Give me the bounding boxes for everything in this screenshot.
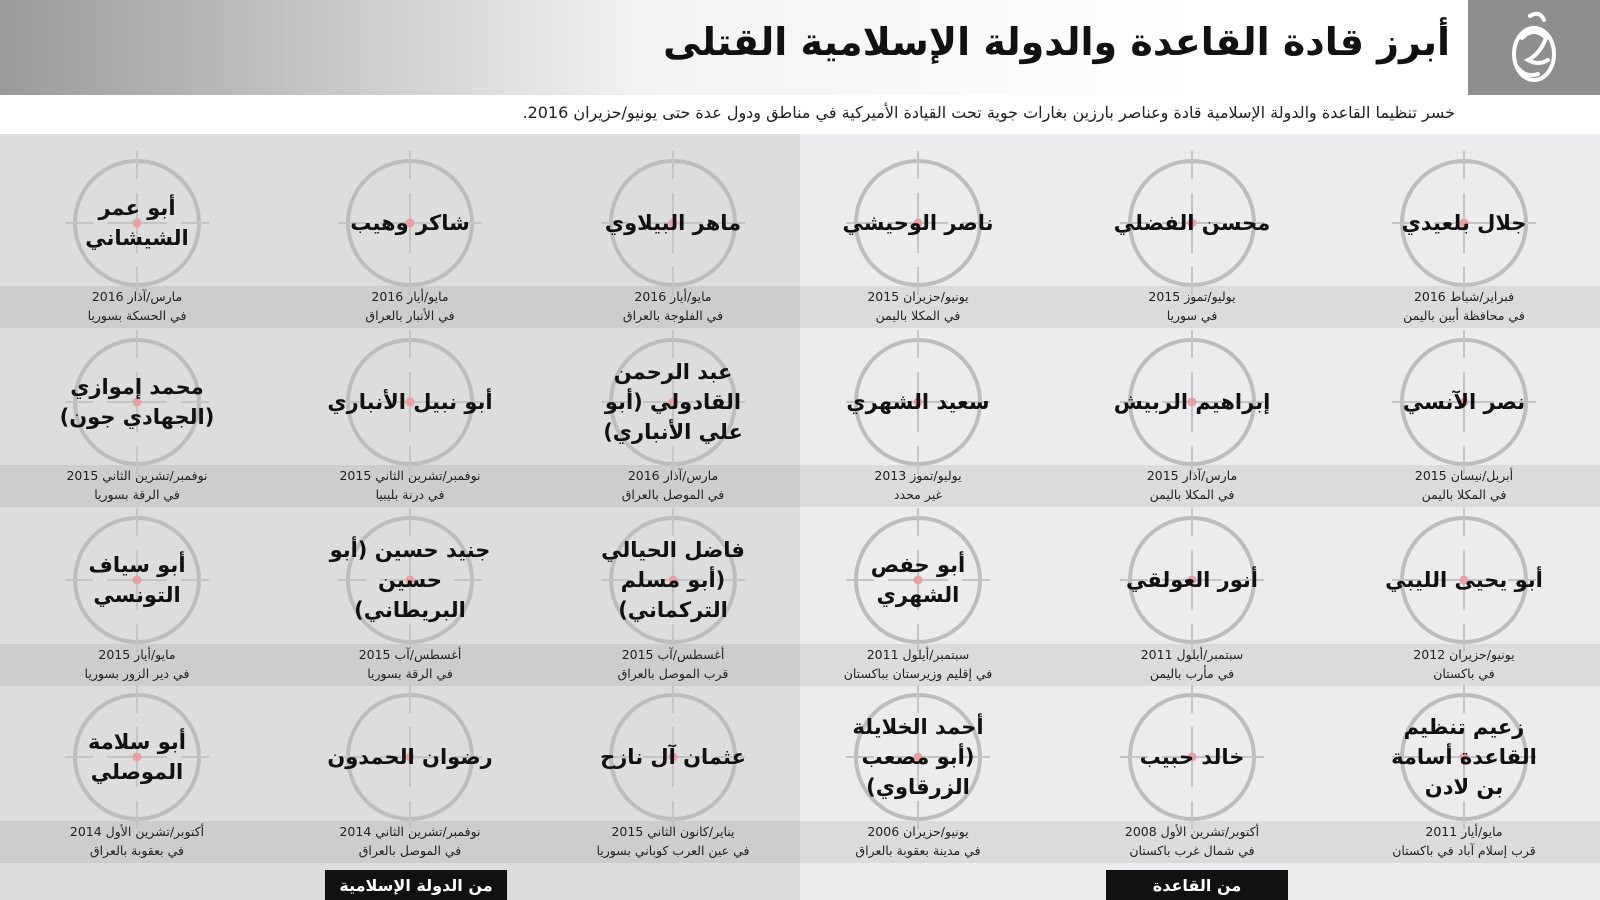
leader-name [537, 682, 809, 832]
leader-name [1328, 682, 1600, 832]
leader-name [537, 327, 809, 477]
death-date: يوليو/تموز 2015 [1148, 289, 1236, 304]
leader-name [1, 505, 273, 655]
leader-name-text: نصر الآنسي [1402, 390, 1526, 414]
death-place: في شمال غرب باكستان [1129, 843, 1255, 858]
leader-name [537, 148, 809, 298]
death-date: مارس/آذار 2016 [627, 468, 719, 483]
leader-card [782, 148, 1054, 348]
death-date: يونيو/حزيران 2012 [1413, 647, 1515, 662]
leader-card [1328, 505, 1600, 705]
death-place: في المكلا باليمن [875, 308, 961, 323]
leader-name [1056, 327, 1328, 477]
death-place: في محافظة أبين باليمن [1403, 308, 1525, 323]
leader-card [1056, 148, 1328, 348]
leader-name-text: زعيم تنظيم القاعدة أسامة بن لادن [1391, 715, 1537, 799]
leader-name-text: ناصر الوحيشي [842, 211, 994, 235]
death-place: في مأرب باليمن [1149, 666, 1235, 681]
leader-card [537, 148, 809, 348]
leader-card [1056, 327, 1328, 527]
death-place: قرب إسلام آباد في باكستان [1392, 843, 1536, 858]
leader-card [537, 505, 809, 705]
leader-name-text: جلال بلعيدي [1401, 211, 1527, 235]
death-place: في المكلا باليمن [1421, 487, 1507, 502]
leader-name [782, 327, 1054, 477]
death-date: أبريل/نيسان 2015 [1414, 468, 1514, 483]
leader-card [1, 148, 273, 348]
death-date: نوفمبر/تشرين الثاني 2014 [339, 824, 481, 839]
death-place: في الموصل بالعراق [358, 843, 462, 858]
leader-card [782, 505, 1054, 705]
leader-card [1056, 505, 1328, 705]
leader-card [537, 327, 809, 527]
death-place: في عين العرب كوباني بسوريا [596, 843, 750, 858]
leader-card [274, 148, 546, 348]
leader-name-text: أبو يحيى الليبي [1385, 568, 1543, 592]
death-date: مارس/آذار 2015 [1146, 468, 1238, 483]
death-date: أغسطس/آب 2015 [358, 647, 462, 662]
death-place: في سوريا [1166, 308, 1218, 323]
death-place: قرب الموصل بالعراق [617, 666, 729, 681]
leader-name [274, 148, 546, 298]
leader-card [1056, 682, 1328, 882]
leader-name [1, 682, 273, 832]
death-place: في باكستان [1433, 666, 1495, 681]
leader-name-text: أحمد الخلايلة (أبو مصعب الزرقاوي) [852, 715, 984, 799]
leader-name [782, 505, 1054, 655]
death-date: يناير/كانون الثاني 2015 [611, 824, 735, 839]
leader-name-text: أبو عمر الشيشاني [85, 196, 189, 250]
death-place: في درنة بليبيا [375, 487, 445, 502]
death-date: سبتمبر/أيلول 2011 [866, 647, 970, 662]
leader-card [782, 327, 1054, 527]
leader-name-text: ماهر البيلاوي [604, 211, 742, 235]
leader-name [274, 327, 546, 477]
leader-card [1328, 327, 1600, 527]
death-place: في الرقة بسوريا [94, 487, 180, 502]
death-date: يوليو/تموز 2013 [874, 468, 962, 483]
logo-box [1468, 0, 1600, 95]
death-date: يونيو/حزيران 2006 [867, 824, 969, 839]
death-date: نوفمبر/تشرين الثاني 2015 [339, 468, 481, 483]
death-place: في الحسكة بسوريا [87, 308, 187, 323]
leader-name [1056, 505, 1328, 655]
leader-name-text: أبو سلامة الموصلي [88, 730, 186, 784]
death-date: مايو/أيار 2015 [98, 647, 176, 662]
leader-name [1056, 148, 1328, 298]
leader-name-text: شاكر وهيب [350, 211, 470, 235]
death-date: سبتمبر/أيلول 2011 [1140, 647, 1244, 662]
leader-name [1328, 505, 1600, 655]
leader-name [1328, 148, 1600, 298]
death-date: مايو/أيار 2016 [634, 289, 712, 304]
leader-name-text: رضوان الحمدون [327, 745, 493, 769]
leader-name [1, 148, 273, 298]
death-date: مايو/أيار 2016 [371, 289, 449, 304]
leader-name [1, 327, 273, 477]
page-title: أبرز قادة القاعدة والدولة الإسلامية القتلى [663, 20, 1450, 64]
al-qaeda-label: من القاعدة [1106, 870, 1288, 900]
leader-card [1328, 682, 1600, 882]
death-date: يونيو/حزيران 2015 [867, 289, 969, 304]
leader-name-text: محمد إموازي (الجهادي جون) [59, 375, 215, 429]
death-date: أكتوبر/تشرين الأول 2008 [1124, 824, 1260, 839]
leader-name-text: فاضل الحيالي (أبو مسلم التركماني) [601, 538, 745, 622]
death-place: في إقليم وزيرستان بباكستان [843, 666, 993, 681]
leader-name [274, 505, 546, 655]
leader-name-text: أبو حفص الشهري [870, 553, 966, 607]
al-jazeera-logo-icon [1500, 8, 1568, 88]
death-place: في الموصل بالعراق [621, 487, 725, 502]
death-date: نوفمبر/تشرين الثاني 2015 [66, 468, 208, 483]
leader-name-text: جنيد حسين (أبو حسين البريطاني) [329, 538, 491, 622]
death-place: في الأنبار بالعراق [365, 308, 455, 323]
death-place: في الرقة بسوريا [367, 666, 453, 681]
leader-card [1, 682, 273, 882]
death-place: في دير الزور بسوريا [84, 666, 190, 681]
leader-name-text: عثمان آل نازح [600, 745, 746, 769]
leader-name-text: سعيد الشهري [846, 390, 990, 414]
death-place: غير محدد [893, 487, 943, 502]
leader-name [1056, 682, 1328, 832]
leader-name [537, 505, 809, 655]
leaders-grid [0, 134, 1600, 900]
leader-name-text: خالد حبيب [1139, 745, 1245, 769]
death-date: فبراير/شباط 2016 [1413, 289, 1515, 304]
death-place: في الفلوجة بالعراق [622, 308, 724, 323]
page-subtitle: خسر تنظيما القاعدة والدولة الإسلامية قادة وعناصر بارزين بغارات جوية تحت القيادة الأميركية في مناطق ودول عدة حتى يونيو/حزيران 2016. [522, 103, 1455, 122]
leader-name-text: أبو سياف التونسي [88, 553, 186, 607]
leader-name-text: أبو نبيل الأنباري [327, 390, 493, 414]
leader-card [274, 682, 546, 882]
death-place: في مدينة بعقوبة بالعراق [855, 843, 981, 858]
leader-card [1, 327, 273, 527]
leader-name [1328, 327, 1600, 477]
death-place: في بعقوبة بالعراق [89, 843, 184, 858]
death-place: في المكلا باليمن [1149, 487, 1235, 502]
leader-name-text: محسن الفضلي [1113, 211, 1271, 235]
leader-card [274, 327, 546, 527]
leader-name [274, 682, 546, 832]
death-date: مارس/آذار 2016 [91, 289, 183, 304]
leader-card [1, 505, 273, 705]
leader-name-text: أنور العولقي [1126, 568, 1258, 592]
death-date: أكتوبر/تشرين الأول 2014 [69, 824, 205, 839]
islamic-state-label: من الدولة الإسلامية [325, 870, 507, 900]
leader-card [1328, 148, 1600, 348]
death-date: أغسطس/آب 2015 [621, 647, 725, 662]
leader-name-text: إبراهيم الربيش [1113, 390, 1271, 414]
leader-card [782, 682, 1054, 882]
leader-name [782, 148, 1054, 298]
leader-card [274, 505, 546, 705]
leader-card [537, 682, 809, 882]
leader-name-text: عبد الرحمن القادولي (أبو علي الأنباري) [603, 360, 743, 444]
leader-name [782, 682, 1054, 832]
death-date: مايو/أيار 2011 [1425, 824, 1503, 839]
